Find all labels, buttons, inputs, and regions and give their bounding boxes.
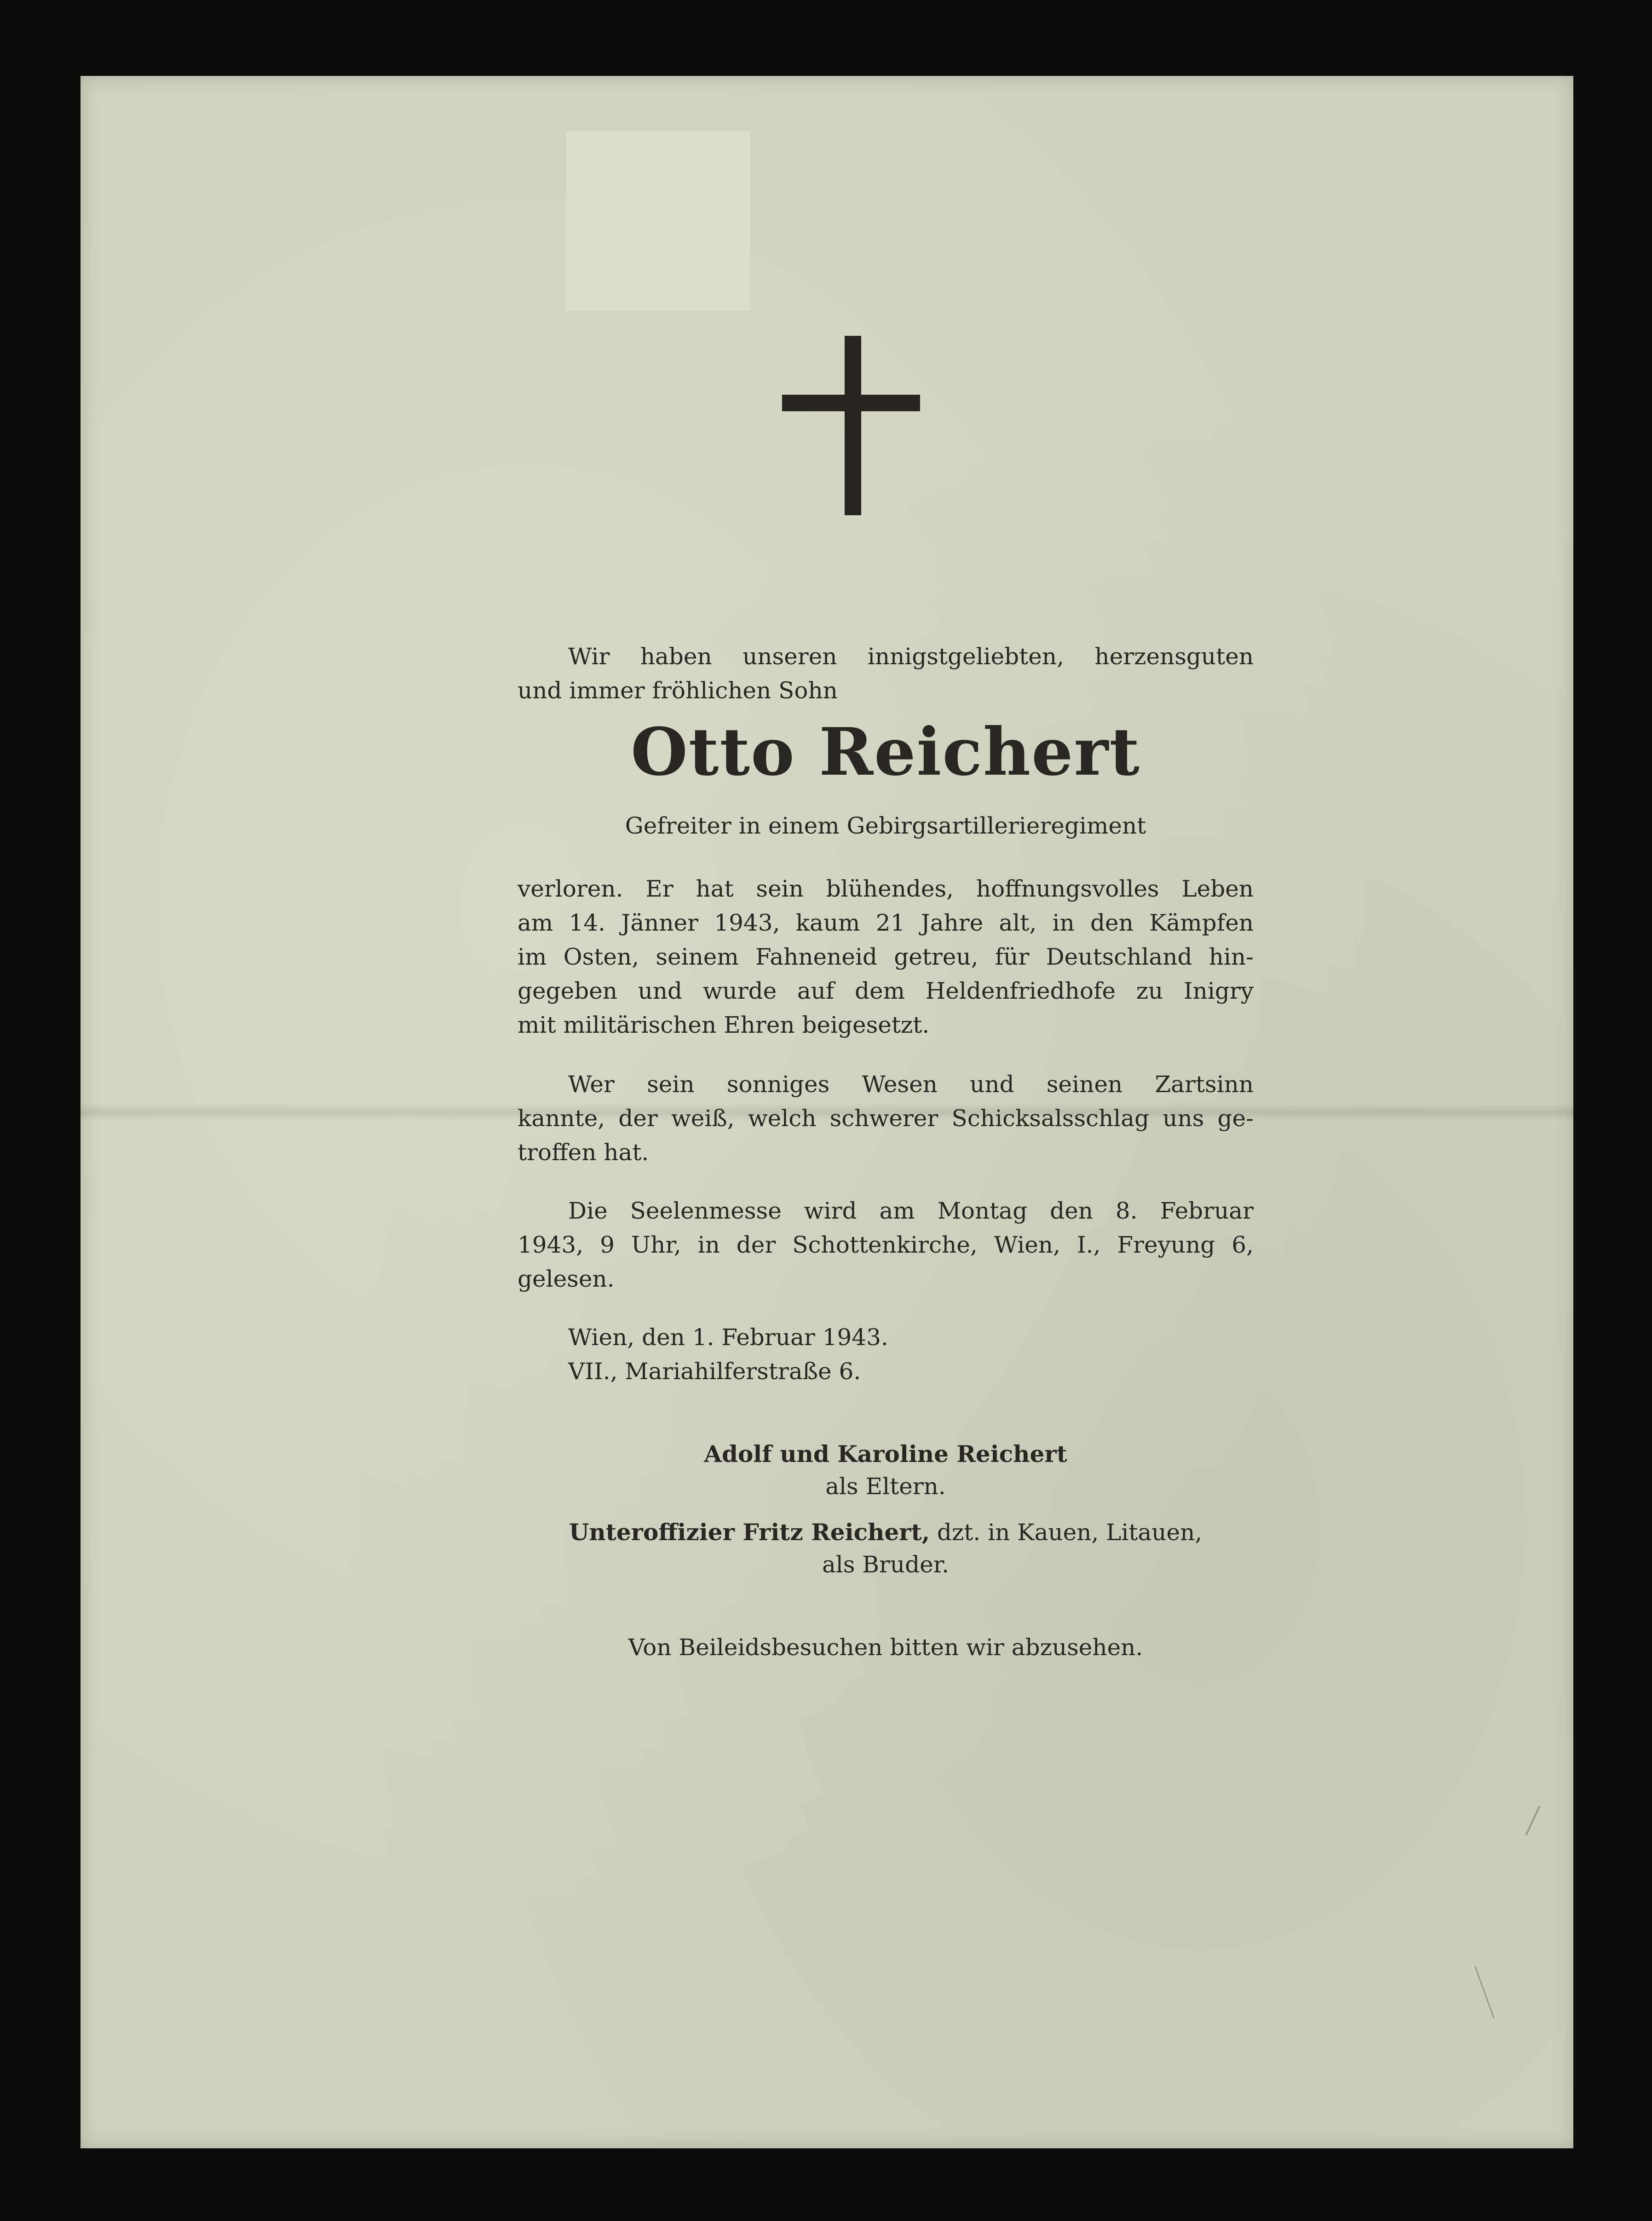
paragraph-character (518, 1067, 1254, 1169)
address: VII., Mariahilferstraße 6. (568, 1358, 861, 1385)
paper-faded-patch (566, 131, 750, 311)
intro-line: und immer fröhlichen Sohn (518, 677, 838, 704)
paragraph-line: am 14. Jänner 1943, kaum 21 Jahre alt, in den Kämpfen (518, 909, 1254, 936)
deceased-name: Otto Reichert (631, 714, 1140, 790)
brother-line (518, 1516, 1254, 1549)
paragraph-line: troffen hat. (518, 1139, 649, 1166)
paragraph-line: im Osten, seinem Fahneneid getreu, für Deutschland hin- (518, 944, 1254, 970)
paragraph-line: mit militärischen Ehren beigesetzt. (518, 1012, 930, 1038)
paragraph-mass (518, 1194, 1254, 1296)
paragraph-line: Die Seelenmesse wird am Montag den 8. Februar (568, 1197, 1254, 1224)
closing-note: Von Beileidsbesuchen bitten wir abzusehen. (628, 1634, 1143, 1661)
brother-location: dzt. in Kauen, Litauen, (930, 1519, 1203, 1546)
deceased-rank: Gefreiter in einem Gebirgsartillerieregiment (625, 812, 1146, 839)
paragraph-line: gegeben und wurde auf dem Heldenfriedhofe zu Inigry (518, 978, 1254, 1004)
paragraph-line: gelesen. (518, 1266, 615, 1292)
paper-mark (1525, 1806, 1540, 1835)
paragraph-line: kannte, der weiß, welch schwerer Schicksalsschlag uns ge- (518, 1105, 1254, 1132)
intro-text (518, 639, 1254, 708)
place-date: Wien, den 1. Februar 1943. (568, 1324, 888, 1351)
paragraph-line: verloren. Er hat sein blühendes, hoffnungsvolles Leben (518, 875, 1254, 902)
paragraph-line: 1943, 9 Uhr, in der Schottenkirche, Wien, I., Freyung 6, (518, 1231, 1254, 1258)
paper-mark (1474, 1966, 1495, 2019)
cross-icon (782, 336, 920, 515)
brother-role: als Bruder. (822, 1551, 950, 1578)
brother-name: Unteroffizier Fritz Reichert, (569, 1519, 930, 1546)
death-notice-paper (81, 76, 1573, 2148)
paragraph-death (518, 872, 1254, 1042)
paragraph-line: Wer sein sonniges Wesen und seinen Zartsinn (568, 1071, 1254, 1098)
place-date-block (568, 1320, 888, 1388)
parents-names: Adolf und Karoline Reichert (704, 1440, 1067, 1467)
intro-line: Wir haben unseren innigstgeliebten, herzensguten (568, 643, 1254, 670)
parents-role: als Eltern. (825, 1473, 946, 1500)
